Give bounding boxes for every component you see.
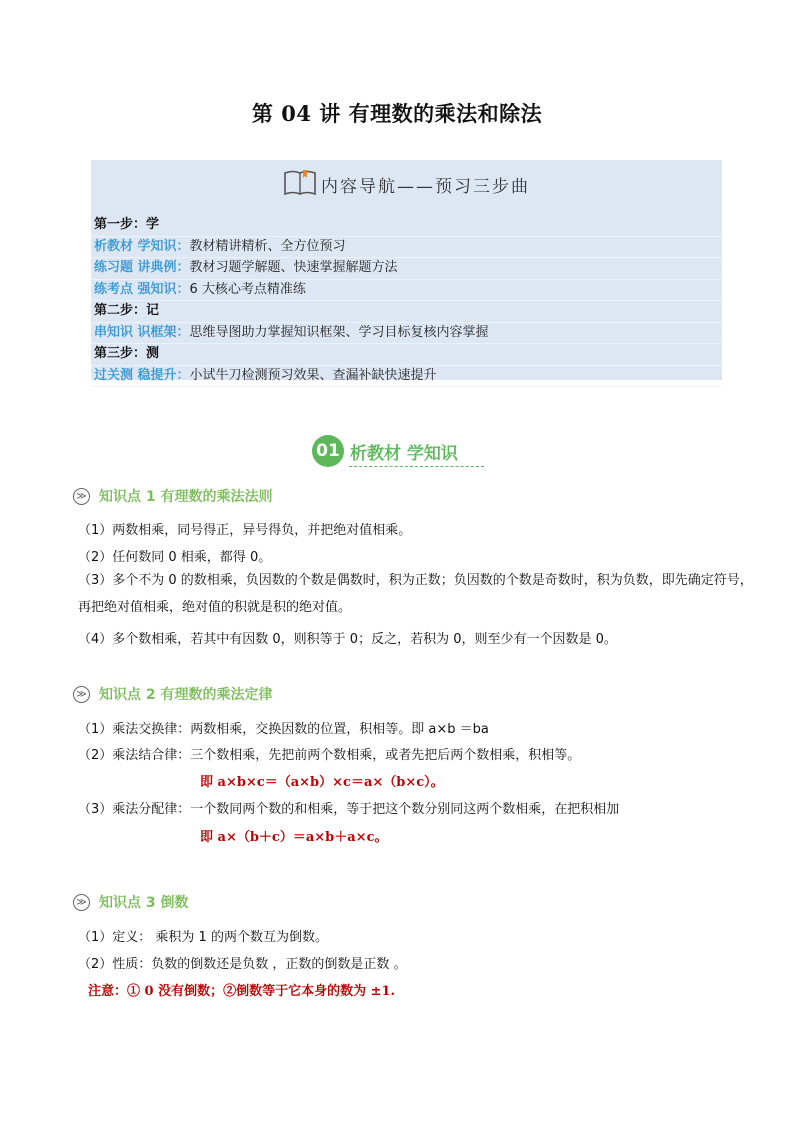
- nav-row: 练考点 强知识：6 大核心考点精准练: [91, 280, 722, 302]
- book-icon: [283, 167, 317, 201]
- kp3-item: （1）定义： 乘积为 1 的两个数互为倒数。: [78, 930, 328, 945]
- kp3-note: 注意：① 0 没有倒数；②倒数等于它本身的数为 ±1.: [88, 984, 396, 999]
- kp1-item: （2）任何数同 0 相乘，都得 0。: [78, 550, 272, 565]
- section-badge: [312, 435, 458, 467]
- section-underline: [349, 466, 484, 467]
- section-label: 析教材 学知识: [350, 443, 458, 464]
- kp3-item: （2）性质：负数的倒数还是负数 ，正数的倒数是正数 。: [78, 957, 407, 972]
- nav-row: 第二步：记: [91, 301, 722, 323]
- nav-row: 练习题 讲典例：教材习题学解题、快速掌握解题方法: [91, 258, 722, 280]
- kp2-item: （3）乘法分配律：一个数同两个数的和相乘，等于把这个数分别同这两个数相乘，在把积相加: [78, 802, 620, 817]
- content-navigation-box: [91, 160, 722, 383]
- nav-rows: [91, 215, 722, 387]
- kp2-item: （1）乘法交换律：两数相乘，交换因数的位置，积相等。即 a×b ＝ba: [78, 722, 489, 737]
- kp1-item: （4）多个数相乘，若其中有因数 0，则积等于 0；反之，若积为 0，则至少有一个因数是 0。: [78, 632, 617, 647]
- kp2-formula: 即 a×（b＋c）＝a×b＋a×c。: [200, 830, 388, 845]
- page-title: 第 04 讲 有理数的乘法和除法: [251, 101, 543, 126]
- nav-row: 过关测 稳提升：小试牛刀检测预习效果、查漏补缺快速提升: [91, 366, 722, 388]
- kp1-title: 知识点 1 有理数的乘法法则: [99, 489, 273, 505]
- double-chevron-icon: ≫: [73, 894, 90, 911]
- kp2-heading: [73, 684, 273, 704]
- kp3-title: 知识点 3 倒数: [99, 895, 189, 911]
- double-chevron-icon: ≫: [73, 686, 90, 703]
- nav-row: 第一步：学: [91, 215, 722, 237]
- kp1-item: （3）多个不为 0 的数相乘，负因数的个数是偶数时，积为正数；负因数的个数是奇数时，积为负数，即先确定符号，再把绝对值相乘，绝对值的积就是积的绝对值。: [78, 573, 753, 615]
- nav-row: 析教材 学知识：教材精讲精析、全方位预习: [91, 237, 722, 259]
- double-chevron-icon: ≫: [73, 488, 90, 505]
- kp2-item: （2）乘法结合律：三个数相乘，先把前两个数相乘，或者先把后两个数相乘，积相等。: [78, 748, 581, 763]
- kp3-heading: [73, 892, 189, 912]
- kp1-item: （1）两数相乘，同号得正，异号得负，并把绝对值相乘。: [78, 523, 412, 538]
- nav-header: [91, 164, 722, 204]
- section-number: 01: [312, 435, 344, 467]
- kp2-formula: 即 a×b×c＝（a×b）×c＝a×（b×c）。: [200, 775, 444, 790]
- nav-row: 第三步：测: [91, 344, 722, 366]
- kp1-heading: [73, 486, 273, 506]
- nav-header-text: 内容导航——预习三步曲: [321, 176, 530, 197]
- kp2-title: 知识点 2 有理数的乘法定律: [99, 687, 273, 703]
- nav-row: 串知识 识框架：思维导图助力掌握知识框架、学习目标复核内容掌握: [91, 323, 722, 345]
